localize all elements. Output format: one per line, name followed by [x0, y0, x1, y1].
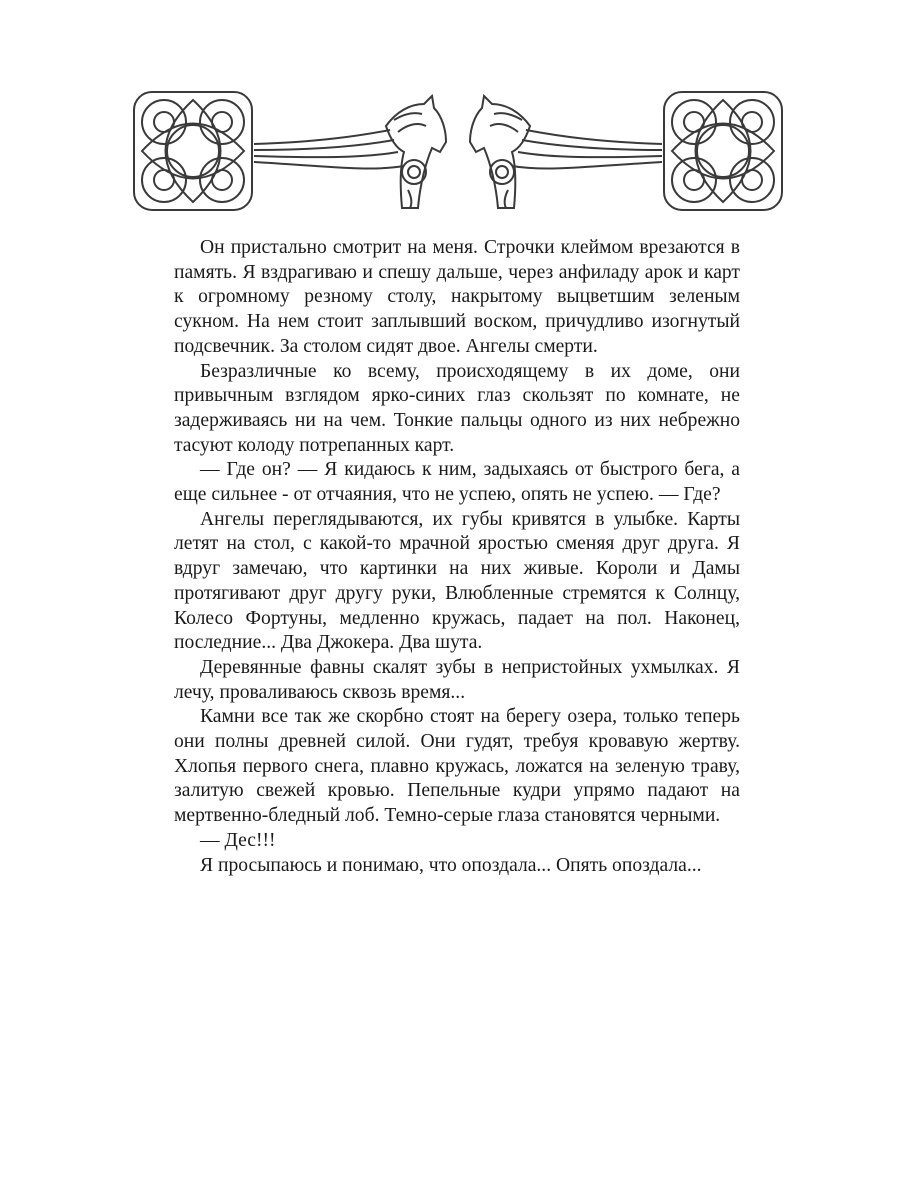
right-celtic-knot-icon — [664, 92, 782, 210]
paragraph: Деревянные фавны скалят зубы в непристойных ухмылках. Я лечу, проваливаюсь сквозь время... — [174, 656, 740, 703]
paragraph: Ангелы переглядываются, их губы кривятся в улыбке. Карты летят на стол, с какой-то мрачной яростью сменяя друг друга. Я вдруг замечаю, что картинки на них живые. Короли и Дамы протягивают друг другу руки, Влюбленные стремятся к Солнцу, Колесо Фортуны, медленно кружась, падает на пол. Наконец, последние... Два Джокера. Два шута. — [174, 508, 740, 654]
right-band-icon — [512, 130, 662, 169]
paragraph: Камни все так же скорбно стоят на берегу озера, только теперь они полны древней силой. Они гудят, требуя кровавую жертву. Хлопья первого снега, плавно кружась, ложатся на зеленую траву, залитую свежей кровью. Пепельные кудри упрямо падают на мертвенно-бледный лоб. Темно-серые глаза становятся черными. — [174, 706, 740, 827]
left-celtic-knot-icon — [134, 92, 252, 210]
paragraph: — Дес!!! — [200, 829, 276, 851]
paragraph: Безразличные ко всему, происходящему в их доме, они привычным взглядом ярко-синих глаз скользят по комнате, не задерживаясь ни на чем. Тонкие пальцы одного из них небрежно тасуют колоду потрепанных карт. — [174, 360, 740, 456]
paragraph: Он пристально смотрит на меня. Строчки клеймом врезаются в память. Я вздрагиваю и спешу дальше, через анфиладу арок и карт к огромному резному столу, накрытому выцветшим зеленым сукном. На нем стоит заплывший воском, причудливо изогнутый подсвечник. За столом сидят двое. Ангелы смерти. — [174, 237, 740, 357]
paragraph: — Где он? — Я кидаюсь к ним, задыхаясь от быстрого бега, а еще сильнее - от отчаяния, что не успею, опять не успею. — Где? — [174, 459, 740, 506]
body-text — [174, 236, 740, 878]
left-band-icon — [254, 130, 404, 169]
celtic-horses-ornament-icon — [128, 86, 788, 226]
paragraph: Я просыпаюсь и понимаю, что опоздала... Опять опоздала... — [200, 854, 702, 876]
